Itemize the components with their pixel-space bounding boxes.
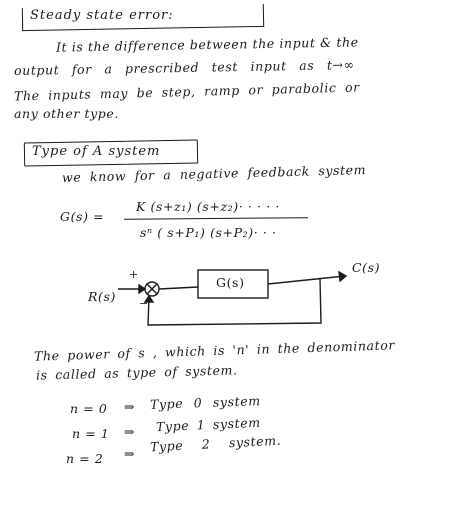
steady-state-line-4: any other type.	[14, 106, 119, 121]
steady-state-line-1: It is the difference between the input & the	[55, 34, 359, 55]
type-2-n: n = 2	[66, 451, 104, 466]
output-label: C(s)	[352, 260, 381, 275]
output-arrowhead	[339, 272, 346, 281]
type-2-text: Type 2 system.	[149, 432, 282, 455]
type-0-arrow: ⇒	[124, 399, 136, 414]
transfer-function-numerator: K (s+z₁) (s+z₂)· · · · ·	[136, 199, 280, 214]
type-1-text: Type 1 system	[155, 414, 261, 435]
type-of-system-heading: Type of A system	[32, 144, 161, 159]
type-1-arrow: ⇒	[124, 424, 136, 439]
type-0-text: Type 0 system	[149, 393, 261, 412]
type-0-n: n = 0	[70, 401, 108, 416]
steady-state-line-3: The inputs may be step, ramp or parabolic or	[13, 79, 360, 104]
steady-state-heading: Steady state error:	[30, 8, 174, 23]
negative-feedback-intro: we know for a negative feedback system	[61, 162, 367, 185]
type-2-arrow: ⇒	[124, 446, 136, 461]
power-line-2: is called as type of system.	[35, 362, 238, 383]
power-line-1: The power of s , which is 'n' in the denominator	[33, 337, 396, 364]
steady-state-line-2: output for a prescribed test input as t→∞	[13, 57, 355, 78]
input-label: R(s)	[88, 289, 116, 304]
minus-sign: −	[139, 297, 149, 310]
plant-block-label: G(s)	[216, 275, 245, 290]
type-1-n: n = 1	[72, 426, 110, 441]
junction-to-block-line	[159, 287, 198, 289]
block-output-line	[268, 276, 345, 284]
transfer-function-denominator: sⁿ ( s+P₁) (s+P₂)· · ·	[140, 225, 277, 240]
transfer-function-lhs: G(s) =	[60, 209, 105, 224]
plus-sign: +	[129, 268, 139, 281]
input-arrowhead	[139, 285, 145, 293]
